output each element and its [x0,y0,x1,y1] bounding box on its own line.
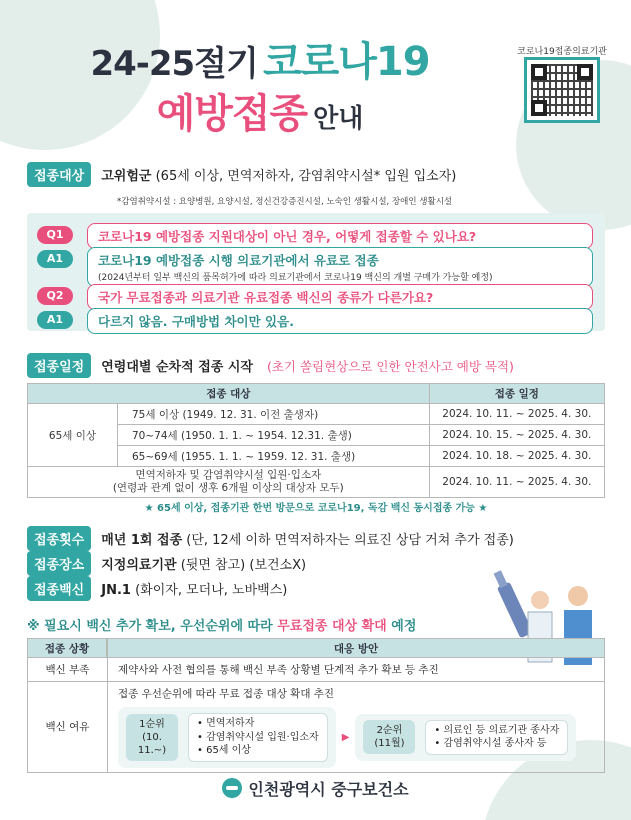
page-title-line1 [0,30,520,87]
qa-text: 국가 무료접종과 의료기관 유료접종 백신의 종류가 다른가요? [87,284,593,310]
qa-tag: A1 [37,250,73,268]
table-cell: 면역저하자 및 감염취약시설 입원·입소자 (연령과 관계 없이 생후 6개월 이상의 대상자 모두) [28,467,430,498]
qr-code[interactable] [524,57,600,123]
table-row [27,658,605,682]
priority-2-tag: 2순위 (11월) [363,720,415,754]
arrow-right-icon: ▶ [341,731,350,743]
table-cell: 2024. 10. 11. ~ 2025. 4. 30. [429,467,604,498]
qa-item [37,223,593,249]
priority-box [355,714,576,761]
qr-label: 코로나19접종의료기관 [517,47,607,57]
schedule-reason: (초기 쏠림현상으로 인한 안전사고 예방 목적) [266,358,514,374]
priority-2-list: • 의료인 등 의료기관 종사자 • 감염취약시설 종사자 등 [425,720,568,755]
qa-text: 다르지 않음. 구매방법 차이만 있음. [87,308,593,334]
table-cell: 75세 이상 (1949. 12. 31. 이전 출생자) [118,404,430,425]
schedule-main: 연령대별 순차적 접종 시작 [101,360,253,375]
priority-1-tag: 1순위 (10. 11.~) [126,714,178,761]
target-section [27,162,607,207]
title-covid: 코로나19 [262,39,430,85]
qr-corner [531,64,547,80]
table-header: 대응 방안 [107,638,605,658]
place-row [27,551,306,576]
qa-item [37,247,593,287]
vaccine-text: JN.1 (화이자, 모더나, 노바백스) [101,583,288,598]
qa-text: 코로나19 예방접종 지원대상이 아닌 경우, 어떻게 접종할 수 있나요? [87,223,593,249]
table-row [28,404,605,425]
syringe-icon [494,570,534,638]
table-cell: 2024. 10. 11. ~ 2025. 4. 30. [429,404,604,425]
table-row [28,467,605,498]
simultaneous-note: ★ 65세 이상, 접종기관 한번 방문으로 코로나19, 독감 백신 동시접종 가능 ★ [144,503,488,514]
qa-text: 코로나19 예방접종 시행 의료기관에서 유료로 접종 (2024년부터 일부 백신의 품목허가에 따라 의료기관에서 코로나19 백신의 개별 구매가 가능할 예정) [87,247,593,287]
qa-panel [27,213,605,331]
schedule-heading [27,353,514,378]
count-text: 매년 1회 접종 (단, 12세 이하 면역저하자는 의료진 상담 거쳐 추가 접종) [101,533,514,548]
table-cell: 2024. 10. 18. ~ 2025. 4. 30. [429,446,604,467]
place-text: 지정의료기관 (뒷면 참고) (보건소X) [101,558,307,573]
vaccine-row [27,576,287,601]
qa-item [37,308,593,334]
table-row [27,682,605,773]
expand-notice: ※ 필요시 백신 추가 확보, 우선순위에 따라 무료접종 대상 확대 예정 [27,619,417,634]
vaccine-tag: 접종백신 [27,576,91,601]
priority-1-list: • 면역저하자 • 감염취약시설 입원·입소자 • 65세 이상 [188,713,328,762]
footer-org: 인천광역시 중구보건소 [0,777,631,800]
qr-corner [577,64,593,80]
qa-item [37,284,593,310]
priority-box [118,707,336,768]
table-cell: 접종 우선순위에 따라 무료 접종 대상 확대 추진 1순위 (10. 11.~) • 면역저하자 • 감염취약시설 입원·입소자 • 65세 이상 ▶ 2순위 (11월) • 의료인 등 의료기관 종사자 • 감염취약시설 종사자 등 [108,682,604,772]
qa-tag: Q2 [37,287,73,305]
title-vaccination: 예방접종 [156,91,308,137]
count-tag: 접종횟수 [27,526,91,551]
table-cell: 백신 부족 [28,658,108,681]
table-cell: 백신 여유 [28,682,108,772]
group-label: 65세 이상 [28,404,118,467]
table-cell: 제약사와 사전 협의를 통해 백신 부족 상황별 단계적 추가 확보 등 추진 [118,664,439,676]
page-title-line2 [0,82,520,139]
table-header: 접종 상황 [27,638,107,658]
table-cell: 2024. 10. 15. ~ 2025. 4. 30. [429,425,604,446]
table-cell: 70~74세 (1950. 1. 1. ~ 1954. 12.31. 출생) [118,425,430,446]
schedule-table [27,383,605,498]
table-cell: 65~69세 (1955. 1. 1. ~ 1959. 12. 31. 출생) [118,446,430,467]
count-row [27,526,514,551]
table-header: 접종 대상 [28,384,430,404]
qa-tag: Q1 [37,226,73,244]
place-tag: 접종장소 [27,551,91,576]
title-season: 24-25절기 [90,44,258,84]
qa-tag: A1 [37,311,73,329]
target-text: 고위험군 (65세 이상, 면역저하자, 감염취약시설* 입원 입소자) [101,169,457,184]
schedule-tag: 접종일정 [27,353,91,378]
target-note: *감염취약시설 : 요양병원, 요양시설, 정신건강증진시설, 노숙인 생활시설, 장애인 생활시설 [117,197,453,207]
title-guide: 안내 [313,104,364,134]
org-logo-icon [222,778,242,798]
target-tag: 접종대상 [27,162,91,187]
qr-corner [531,100,547,116]
table-header: 접종 일정 [429,384,604,404]
response-plan-table [27,638,605,773]
